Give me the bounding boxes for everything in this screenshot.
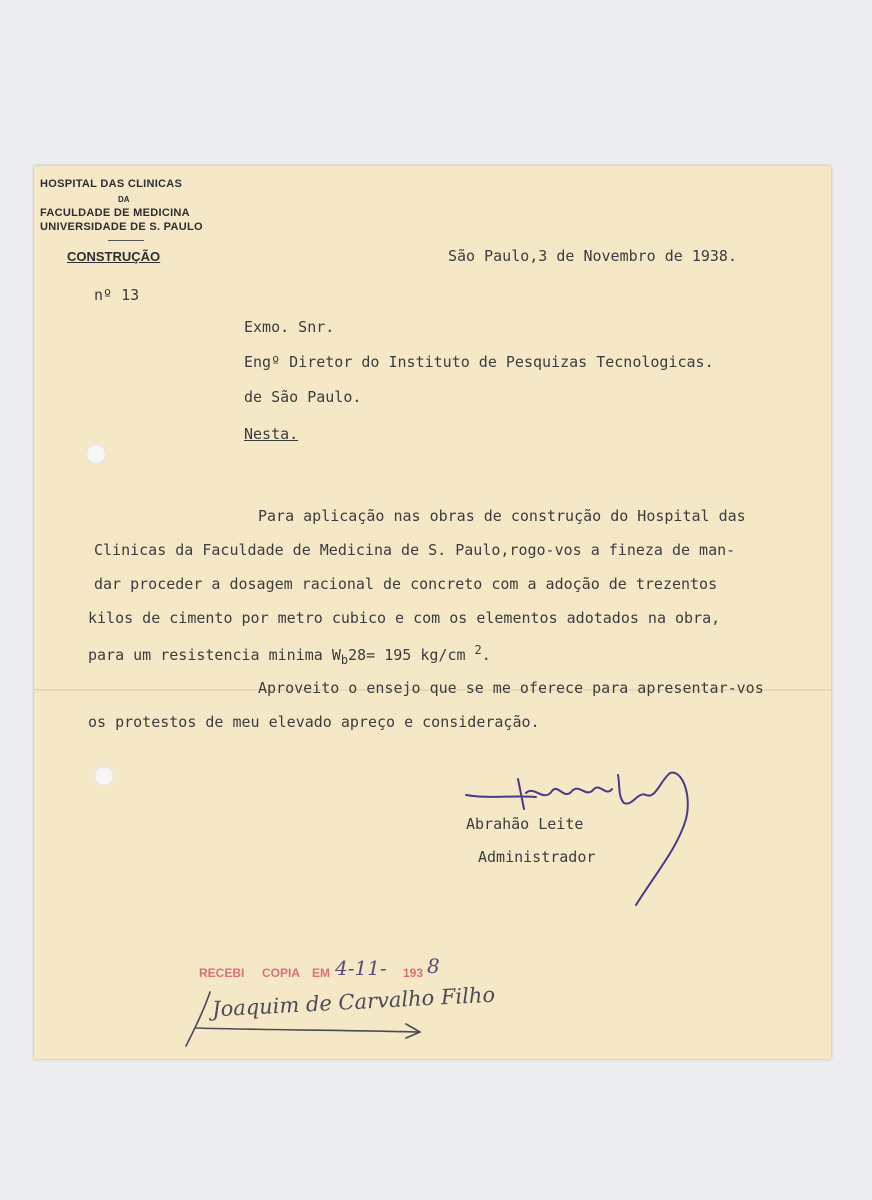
body-line-7: os protestos de meu elevado apreço e consideração. <box>88 713 540 731</box>
letter-date: São Paulo,3 de Novembro de 1938. <box>448 247 737 265</box>
receiver-signature-flourish <box>180 990 450 1050</box>
body-line-6: Aproveito o ensejo que se me oferece para apresentar-vos <box>258 679 764 697</box>
signature-scrawl <box>460 755 700 915</box>
stamp-copia: COPIA <box>262 966 301 980</box>
body-line-2: Clinicas da Faculdade de Medicina de S. Paulo,rogo-vos a fineza de man- <box>94 541 736 559</box>
stamp-year: 193 <box>403 966 424 980</box>
letterhead-hospital: HOSPITAL DAS CLINICAS <box>40 178 183 190</box>
letterhead-rule <box>108 240 144 241</box>
stamp-em: EM <box>312 966 330 980</box>
recipient-line-3: Nesta. <box>244 425 299 443</box>
stamp-recebi: RECEBI <box>199 966 245 980</box>
punch-hole-top <box>86 444 106 464</box>
letterhead-da: DA <box>118 195 130 204</box>
punch-hole-bottom <box>94 766 114 786</box>
letterhead-section: CONSTRUÇÃO <box>67 249 161 264</box>
body-line-3: dar proceder a dosagem racional de concreto com a adoção de trezentos <box>94 575 718 593</box>
recipient-line-1: Engº Diretor do Instituto de Pesquizas Tecnologicas. <box>244 353 714 371</box>
letter-number: nº 13 <box>94 286 140 304</box>
salutation: Exmo. Snr. <box>244 318 335 336</box>
body-line-4: kilos de cimento por metro cubico e com os elementos adotados na obra, <box>88 609 721 627</box>
body-line-5: para um resistencia minima $W_b28= 195$ kg/cm $^2$. <box>88 643 491 667</box>
stamp-year-handwritten: 8 <box>427 954 440 978</box>
letterhead-faculdade: FACULDADE DE MEDICINA <box>40 207 190 219</box>
stamp-handwritten-date: 4-11- <box>335 956 387 980</box>
signer-title: Administrador <box>478 848 596 866</box>
body-line-1: Para aplicação nas obras de construção do Hospital das <box>258 507 746 525</box>
signer-name: Abrahão Leite <box>466 815 584 833</box>
letterhead-universidade: UNIVERSIDADE DE S. PAULO <box>40 221 203 233</box>
recipient-line-2: de São Paulo. <box>244 388 362 406</box>
receiver-signature: Joaquim de Carvalho Filho <box>211 982 496 1022</box>
